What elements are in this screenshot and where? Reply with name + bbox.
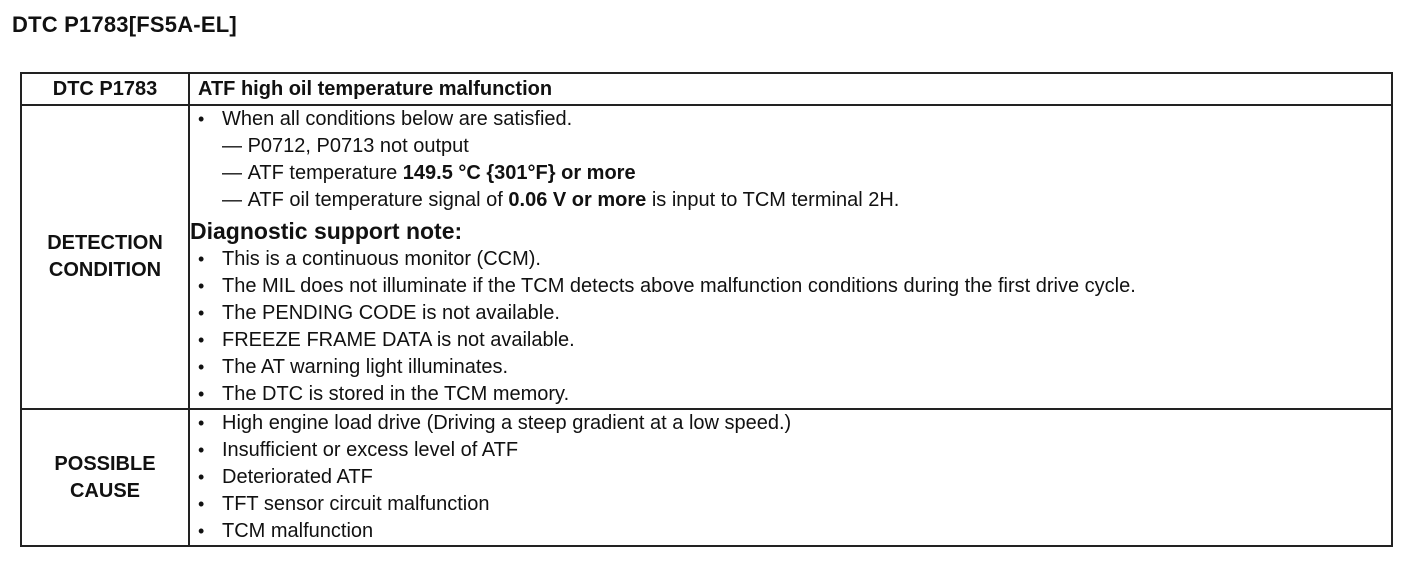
condition-list (190, 133, 1391, 214)
temperature-threshold: 149.5 °C {301°F} or more (402, 162, 636, 184)
detection-intro: • When all conditions below are satisfied. (190, 106, 1391, 133)
voltage-threshold: 0.06 V or more (508, 189, 647, 211)
possible-cause-label: POSSIBLE CAUSE (21, 409, 189, 546)
list-item: • The MIL does not illuminate if the TCM detects above malfunction conditions during the first drive cycle. (190, 273, 1391, 300)
condition-item: — ATF temperature 149.5 °C {301°F} or more (222, 160, 1391, 187)
diagnostic-note-heading: Diagnostic support note: (190, 218, 463, 244)
table-header-row (21, 73, 1392, 105)
list-item: • Insufficient or excess level of ATF (190, 437, 1391, 464)
possible-cause-row (21, 409, 1392, 546)
list-item: • The PENDING CODE is not available. (190, 300, 1391, 327)
detection-condition-row (21, 105, 1392, 409)
condition-item: — ATF oil temperature signal of 0.06 V or more is input to TCM terminal 2H. (222, 187, 1391, 214)
dtc-code-cell: DTC P1783 (21, 73, 189, 105)
list-item: • FREEZE FRAME DATA is not available. (190, 327, 1391, 354)
list-item: • High engine load drive (Driving a steep gradient at a low speed.) (190, 410, 1391, 437)
list-item: • TFT sensor circuit malfunction (190, 491, 1391, 518)
dtc-table (20, 72, 1393, 547)
detection-condition-label: DETECTION CONDITION (21, 105, 189, 409)
page-title: DTC P1783[FS5A-EL] (12, 12, 237, 37)
list-item: • This is a continuous monitor (CCM). (190, 246, 1391, 273)
list-item: • Deteriorated ATF (190, 464, 1391, 491)
possible-cause-content (189, 409, 1392, 546)
list-item: • The AT warning light illuminates. (190, 354, 1391, 381)
dtc-description-cell: ATF high oil temperature malfunction (189, 73, 1392, 105)
detection-condition-content (189, 105, 1392, 409)
diagnostic-note-list (190, 246, 1391, 408)
list-item: • TCM malfunction (190, 518, 1391, 545)
detection-intro-list (190, 106, 1391, 133)
cause-list (190, 410, 1391, 545)
condition-item: — P0712, P0713 not output (222, 133, 1391, 160)
list-item: • The DTC is stored in the TCM memory. (190, 381, 1391, 408)
